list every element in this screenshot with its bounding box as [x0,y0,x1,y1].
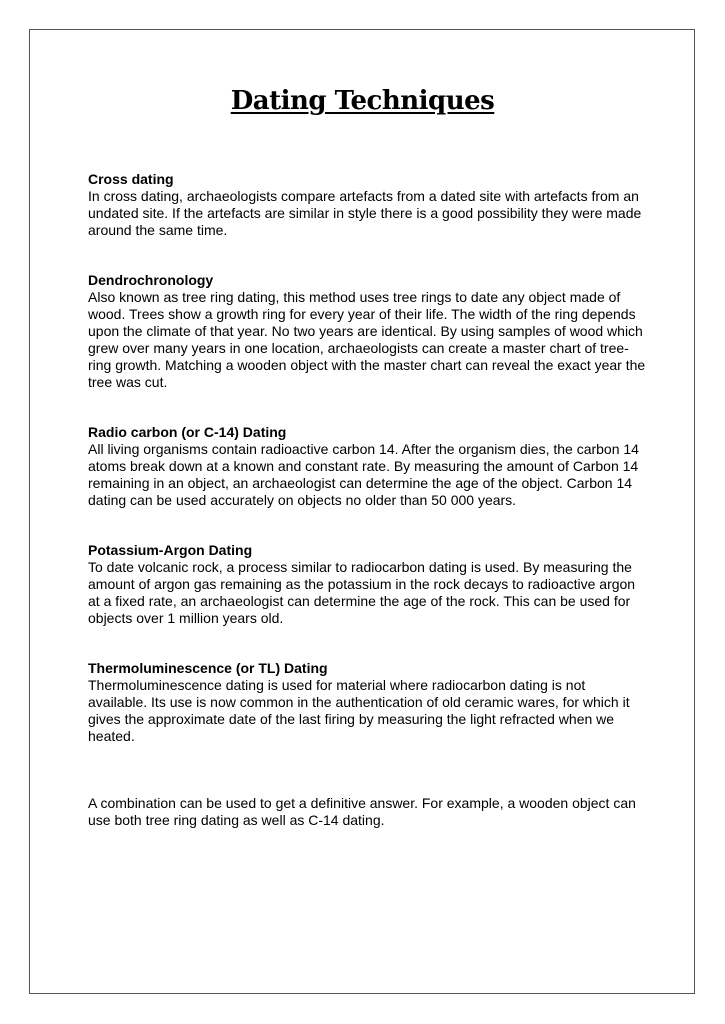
section-heading: Thermoluminescence (or TL) Dating [88,660,328,676]
section-body: To date volcanic rock, a process similar to radiocarbon dating is used. By measuring the amount of argon gas remaining as the potassium in the rock decays to radioactive argon at a fixed rate, an archaeologist can determine the age of the rock. This can be used for objects over 1 million years old. [88,559,636,626]
section-heading: Potassium-Argon Dating [88,542,253,558]
section-thermoluminescence-dating [88,660,648,745]
section-heading: Cross dating [88,171,174,187]
page-title: Dating Techniques [230,86,495,116]
section-body: Thermoluminescence dating is used for material where radiocarbon dating is not available. Its use is now common in the authentication of old ceramic wares, for which it gives the approximate date of the last firing by measuring the light refracted when we heated. [88,677,630,744]
section-body: All living organisms contain radioactive carbon 14. After the organism dies, the carbon 14 atoms break down at a known and constant rate. By measuring the amount of Carbon 14 remaining in an object, an archaeologist can determine the age of the object. Carbon 14 dating can be used accurately on objects no older than 50 000 years. [88,441,639,508]
document-body [88,171,648,843]
section-cross-dating [88,171,648,239]
section-potassium-argon-dating [88,542,648,627]
section-dendrochronology [88,272,648,391]
section-body: In cross dating, archaeologists compare artefacts from a dated site with artefacts from an undated site. If the artefacts are similar in style there is a good possibility they were made around the same time. [88,188,642,238]
closing-paragraph: A combination can be used to get a definitive answer. For example, a wooden object can use both tree ring dating as well as C-14 dating. [88,795,636,828]
section-radio-carbon-dating [88,424,648,509]
section-heading: Dendrochronology [88,272,214,288]
section-heading: Radio carbon (or C-14) Dating [88,424,287,440]
section-body: Also known as tree ring dating, this method uses tree rings to date any object made of wood. Trees show a growth ring for every year of their life. The width of the ring depends upon the climate of that year. No two years are identical. By using samples of wood which grew over many years in one location, archaeologists can create a master chart of tree-ring growth. Matching a wooden object with the master chart can reveal the exact year the tree was cut. [88,289,646,390]
